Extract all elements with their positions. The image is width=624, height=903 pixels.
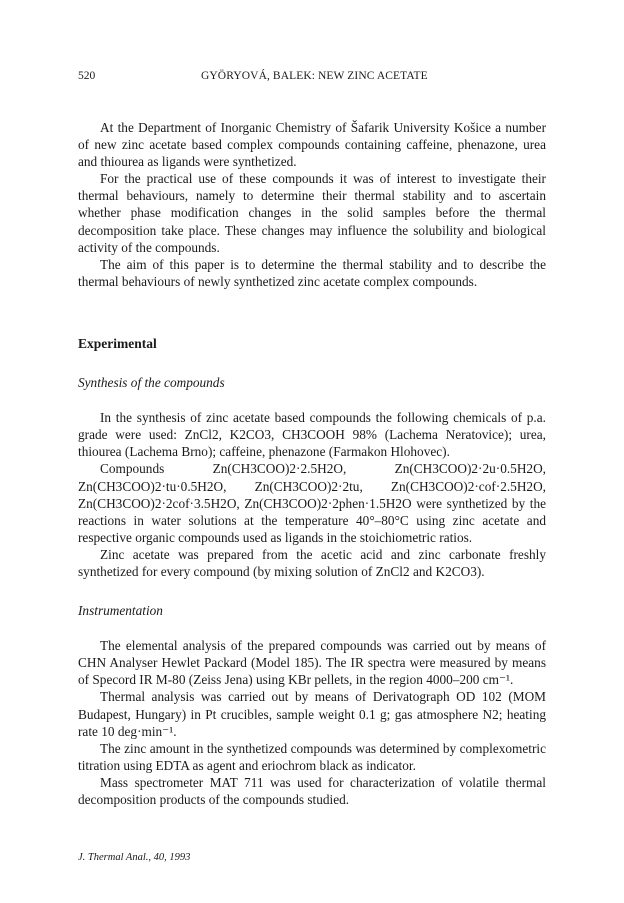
instrumentation-paragraph-1: The elemental analysis of the prepared compounds was carried out by means of CHN Analyser Hewlet Packard (Model 185). The IR spectra were measured by means of Specord IR M-80 (Zeiss Jena) using KBr pellets, in the region 4000–200 cm⁻¹.: [78, 638, 546, 688]
synthesis-paragraph-3: Zinc acetate was prepared from the acetic acid and zinc carbonate freshly synthetized for every compound (by mixing solution of ZnCl2 and K2CO3).: [78, 546, 546, 579]
intro-paragraph-2: For the practical use of these compounds it was of interest to investigate their thermal behaviours, namely to determine their thermal stability and to ascertain whether phase modification changes in the solid samples before the thermal decomposition take place. These changes may influence the solubility and biological activity of the compounds.: [78, 171, 546, 255]
subsection-heading-instrumentation: Instrumentation: [78, 603, 163, 619]
section-heading-experimental: Experimental: [78, 335, 157, 351]
page-number: 520: [78, 70, 96, 82]
instrumentation-paragraph-4: Mass spectrometer MAT 711 was used for characterization of volatile thermal decomposition products of the compounds studied.: [78, 774, 546, 807]
article-body: [78, 119, 546, 808]
instrumentation-paragraph-3: The zinc amount in the synthetized compounds was determined by complexometric titration using EDTA as agent and eriochrom black as indicator.: [78, 740, 546, 773]
running-head: GYÖRYOVÁ, BALEK: NEW ZINC ACETATE: [201, 70, 428, 82]
synthesis-paragraph-1: In the synthesis of zinc acetate based compounds the following chemicals of p.a. grade were used: ZnCl2, K2CO3, CH3COOH 98% (Lachema Neratovice); urea, thiourea (Lachema Brno); caffeine, phenazone (Farmakon Hlohovec).: [78, 410, 546, 460]
subsection-heading-synthesis: Synthesis of the compounds: [78, 375, 225, 391]
journal-citation-footer: J. Thermal Anal., 40, 1993: [78, 852, 191, 863]
instrumentation-paragraph-2: Thermal analysis was carried out by means of Derivatograph OD 102 (MOM Budapest, Hungary) in Pt crucibles, sample weight 0.1 g; gas atmosphere N2; heating rate 10 deg·min⁻¹.: [78, 689, 546, 739]
intro-paragraph-1: At the Department of Inorganic Chemistry of Šafarik University Košice a number of new zinc acetate based complex compounds containing caffeine, phenazone, urea and thiourea as ligands were synthetized.: [78, 120, 546, 170]
synthesis-paragraph-2: Compounds Zn(CH3COO)2·2.5H2O, Zn(CH3COO)2·2u·0.5H2O, Zn(CH3COO)2·tu·0.5H2O, Zn(CH3COO)2·2tu, Zn(CH3COO)2·cof·2.5H2O, Zn(CH3COO)2·2cof·3.5H2O, Zn(CH3COO)2·2phen·1.5H2O were synthetized by the reactions in water solutions at the temperature 40°–80°C using zinc acetate and respective organic compounds used as ligands in the stoichiometric ratios.: [78, 461, 546, 545]
intro-paragraph-3: The aim of this paper is to determine the thermal stability and to describe the thermal behaviours of newly synthetized zinc acetate complex compounds.: [78, 256, 546, 289]
